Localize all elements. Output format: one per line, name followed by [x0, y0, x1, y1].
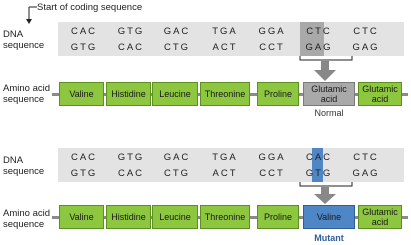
amino-acid-box-mutant: Proline [257, 205, 299, 229]
normal-tag: Normal [314, 108, 344, 118]
amino-acid-box-normal: Valine [59, 82, 104, 106]
dna-sequence-label-top: DNA sequence [3, 29, 45, 51]
codon-coding-mutant: CAC [305, 152, 333, 163]
amino-acid-box-normal: Threonine [200, 82, 250, 106]
codon-template-normal: ACT [212, 42, 238, 53]
amino-acid-box-mutant: Valine [59, 205, 104, 229]
amino-acid-box-mutant: Valine [303, 205, 355, 229]
bracket-down-arrow-icon [296, 181, 356, 205]
amino-acid-sequence-label-bottom: Amino acid sequence [3, 208, 50, 230]
amino-acid-box-mutant: Histidine [106, 205, 151, 229]
codon-coding-mutant: GGA [258, 152, 286, 163]
codon-template-mutant: CAC [117, 168, 145, 179]
codon-coding-mutant: TGA [212, 152, 238, 163]
codon-coding-normal: CTC [353, 26, 379, 37]
amino-acid-sequence-label-top: Amino acid sequence [3, 83, 50, 105]
codon-template-normal: GAG [305, 42, 333, 53]
codon-template-mutant: GAG [352, 168, 380, 179]
codon-template-mutant: CCT [259, 168, 285, 179]
bracket-down-arrow-icon [296, 55, 356, 82]
codon-coding-mutant: CAC [70, 152, 98, 163]
codon-template-normal: CTG [163, 42, 191, 53]
codon-template-mutant: GTG [305, 168, 333, 179]
codon-template-mutant: ACT [212, 168, 238, 179]
codon-coding-mutant: CTC [353, 152, 379, 163]
amino-acid-box-normal: Glutamic acid [303, 82, 355, 106]
codon-coding-normal: TGA [212, 26, 238, 37]
codon-coding-normal: CTC [306, 26, 332, 37]
amino-acid-box-mutant: Threonine [200, 205, 250, 229]
codon-coding-normal: GAC [163, 26, 191, 37]
codon-template-normal: CCT [259, 42, 285, 53]
mutant-tag: Mutant [314, 233, 344, 243]
codon-coding-mutant: GAC [163, 152, 191, 163]
dna-sequence-label-bottom: DNA sequence [3, 155, 45, 177]
amino-acid-box-normal: Leucine [152, 82, 198, 106]
amino-acid-box-mutant: Glutamic acid [358, 205, 402, 229]
codon-template-normal: GTG [70, 42, 98, 53]
amino-acid-box-mutant: Leucine [152, 205, 198, 229]
amino-acid-box-normal: Glutamic acid [358, 82, 402, 106]
codon-template-mutant: CTG [163, 168, 191, 179]
codon-coding-normal: GTG [117, 26, 145, 37]
codon-coding-normal: CAC [70, 26, 98, 37]
start-coding-label: Start of coding sequence [37, 2, 143, 13]
codon-template-normal: GAG [352, 42, 380, 53]
codon-coding-mutant: GTG [117, 152, 145, 163]
codon-template-normal: CAC [117, 42, 145, 53]
codon-template-mutant: GTG [70, 168, 98, 179]
codon-coding-normal: GGA [258, 26, 286, 37]
amino-acid-box-normal: Histidine [106, 82, 151, 106]
amino-acid-box-normal: Proline [257, 82, 299, 106]
